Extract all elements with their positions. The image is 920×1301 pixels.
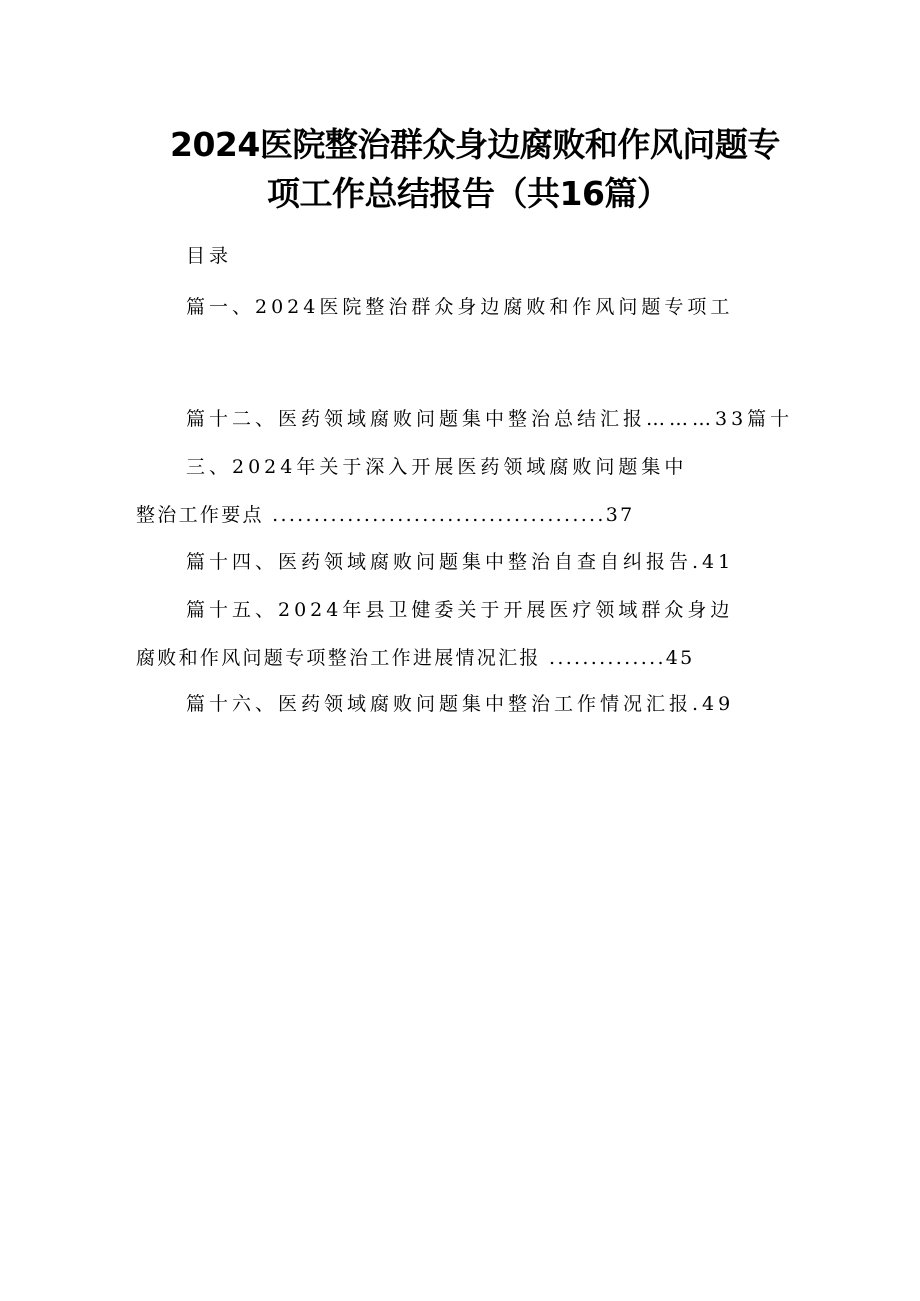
document-title-line-2: 项工作总结报告（共16篇）: [267, 174, 670, 213]
toc-entry: 篇一、2024医院整治群众身边腐败和作风问题专项工: [186, 296, 734, 318]
toc-entry: 腐败和作风问题专项整治工作进展情况汇报 ..............45: [136, 647, 695, 669]
toc-entry: 篇十二、医药领域腐败问题集中整治总结汇报………33篇十: [186, 408, 794, 430]
toc-entry: 三、2024年关于深入开展医药领域腐败问题集中: [186, 456, 688, 478]
toc-entry: 整治工作要点 ........................................37: [136, 504, 635, 526]
toc-entry: 篇十五、2024年县卫健委关于开展医疗领域群众身边: [186, 599, 734, 621]
toc-entry: 篇十六、医药领域腐败问题集中整治工作情况汇报.49: [186, 693, 735, 715]
toc-heading: 目录: [186, 245, 233, 267]
toc-entry: 篇十四、医药领域腐败问题集中整治自查自纠报告.41: [186, 551, 735, 573]
document-title-line-1: 2024医院整治群众身边腐败和作风问题专: [170, 125, 780, 164]
